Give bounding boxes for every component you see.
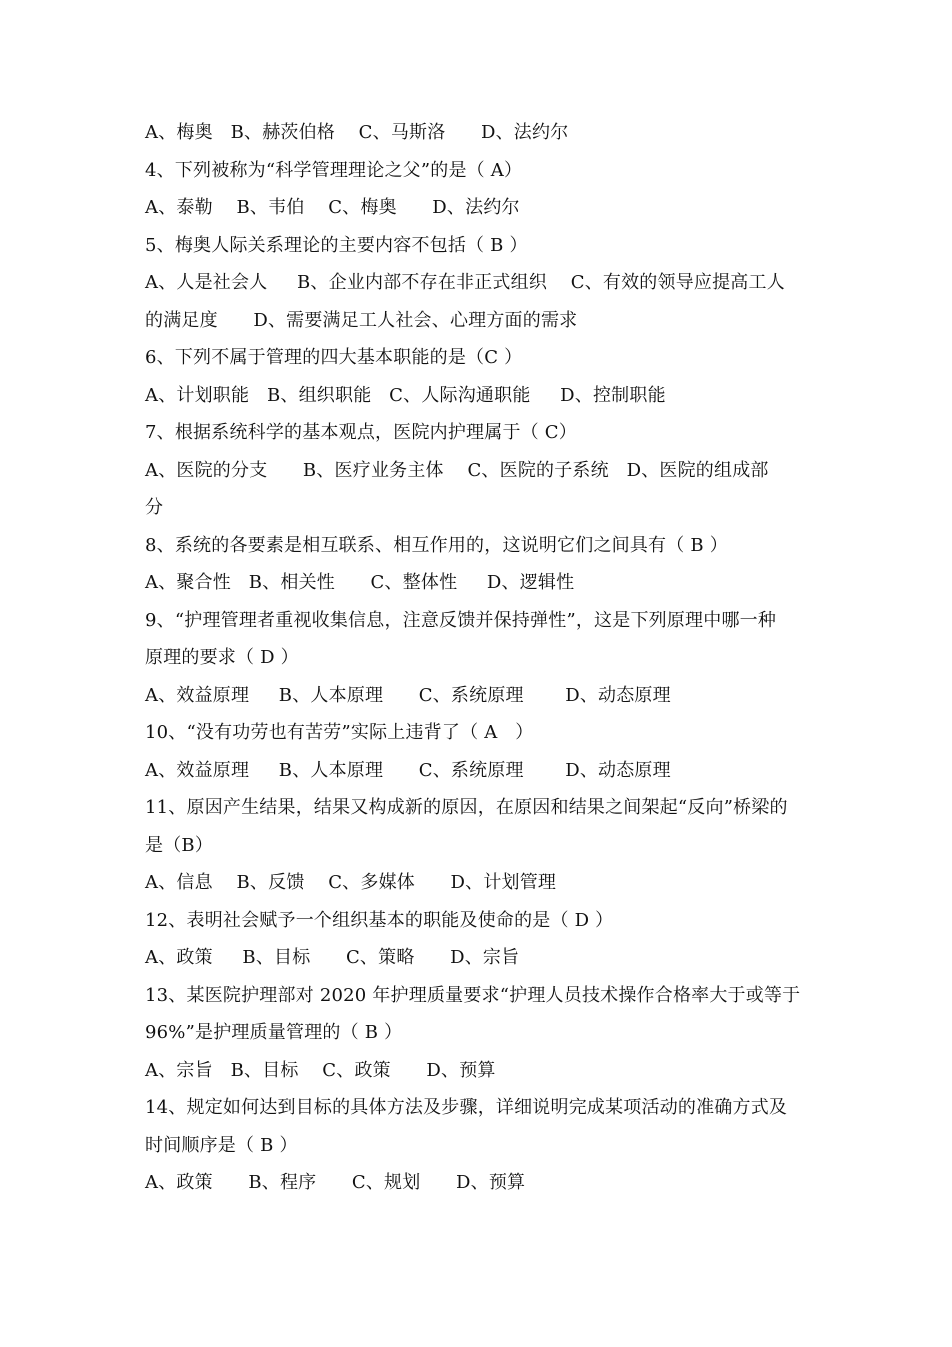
question-6: 6、下列不属于管理的四大基本职能的是（C ） [145,347,523,368]
question-13-part1: 13、某医院护理部对 2020 年护理质量要求“护理人员技术操作合格率大于或等于 [145,984,801,1006]
question-13-part2: 96%”是护理质量管理的（ B ） [145,1022,403,1043]
question-4: 4、下列被称为“科学管理理论之父”的是（ A） [145,159,523,181]
options-line-q3: A、梅奥 B、赫茨伯格 C、马斯洛 D、法约尔 [145,122,569,143]
question-5: 5、梅奥人际关系理论的主要内容不包括（ B ） [145,234,528,256]
question-7: 7、根据系统科学的基本观点，医院内护理属于（ C） [145,422,577,443]
options-line-q7-part2: 分 [145,497,164,518]
question-14-part1: 14、规定如何达到目标的具体方法及步骤，详细说明完成某项活动的准确方式及 [145,1097,788,1118]
options-line-q5-part1: A、人是社会人 B、企业内部不存在非正式组织 C、有效的领导应提高工人 [145,272,785,293]
options-line-q7-part1: A、医院的分支 B、医疗业务主体 C、医院的子系统 D、医院的组成部 [145,459,769,481]
options-line-q8: A、聚合性 B、相关性 C、整体性 D、逻辑性 [145,572,575,593]
question-14-part2: 时间顺序是（ B ） [145,1134,298,1156]
options-line-q10: A、效益原理 B、人本原理 C、系统原理 D、动态原理 [145,759,671,781]
options-line-q13: A、宗旨 B、目标 C、政策 D、预算 [145,1059,496,1081]
question-list [145,114,813,1202]
options-line-q5-part2: 的满足度 D、需要满足工人社会、心理方面的需求 [145,309,578,331]
question-9-part1: 9、“护理管理者重视收集信息，注意反馈并保持弹性”，这是下列原理中哪一种 [145,609,777,631]
question-9-part2: 原理的要求（ D ） [145,647,299,668]
question-10: 10、“没有功劳也有苦劳”实际上违背了（ A ） [145,722,534,743]
question-11-part1: 11、原因产生结果，结果又构成新的原因，在原因和结果之间架起“反向”桥梁的 [145,797,788,818]
options-line-q9: A、效益原理 B、人本原理 C、系统原理 D、动态原理 [145,684,671,706]
options-line-q14: A、政策 B、程序 C、规划 D、预算 [145,1172,526,1193]
options-line-q4: A、泰勒 B、韦伯 C、梅奥 D、法约尔 [145,197,520,218]
options-line-q12: A、政策 B、目标 C、策略 D、宗旨 [145,947,520,968]
question-12: 12、表明社会赋予一个组织基本的职能及使命的是（ D ） [145,909,614,931]
options-line-q6: A、计划职能 B、组织职能 C、人际沟通职能 D、控制职能 [145,384,666,406]
question-11-part2: 是（B） [145,834,214,856]
question-8: 8、系统的各要素是相互联系、相互作用的，这说明它们之间具有（ B ） [145,534,728,556]
options-line-q11: A、信息 B、反馈 C、多媒体 D、计划管理 [145,872,557,893]
